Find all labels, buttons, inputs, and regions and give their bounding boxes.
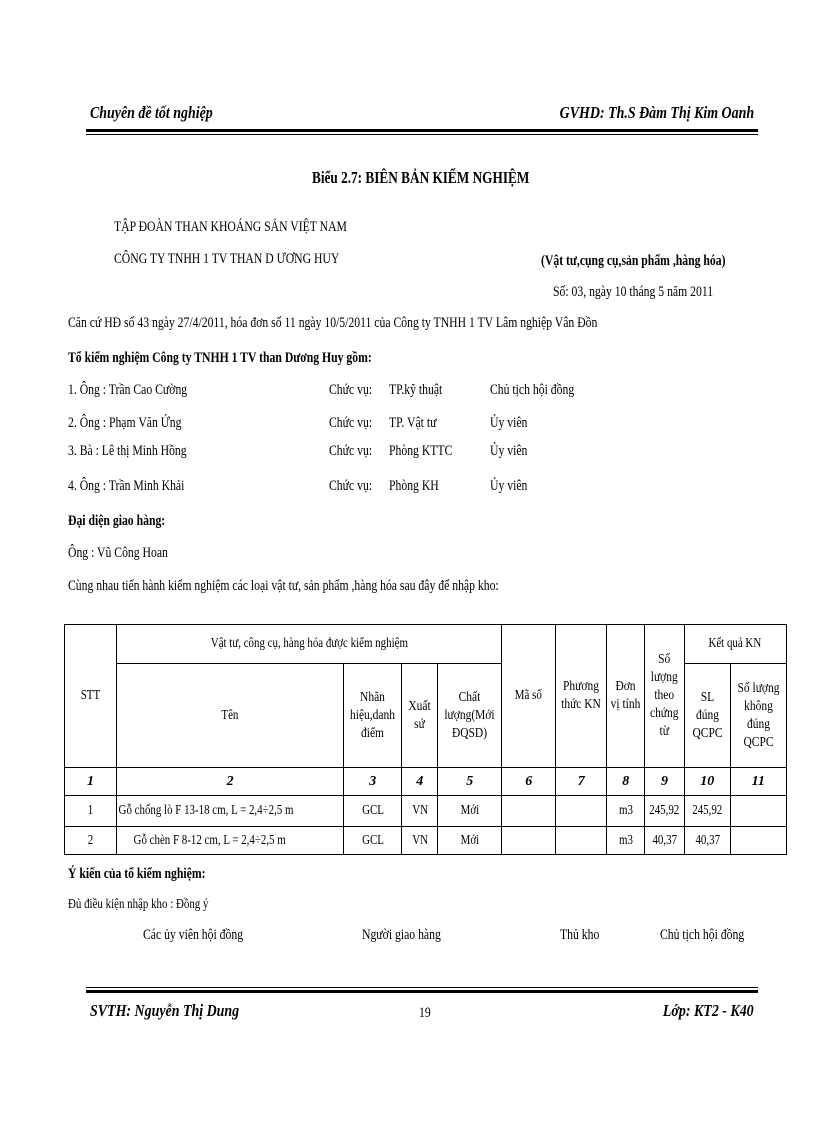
- cell-unit: m3: [607, 827, 645, 855]
- cell-quality: Mới: [438, 796, 502, 827]
- signature-deliverer: Người giao hàng: [362, 927, 441, 943]
- index-cell: 6: [502, 768, 556, 796]
- header-ok-qty: SL đúng QCPC: [684, 664, 730, 768]
- opinion-text: Đủ điều kiện nhập kho : Đồng ý: [68, 897, 209, 912]
- header-method: Phương thức KN: [556, 625, 607, 768]
- cell-ok-qty: 245,92: [684, 796, 730, 827]
- cell-ok-qty: 40,37: [684, 827, 730, 855]
- index-cell: 9: [645, 768, 685, 796]
- index-row: [65, 768, 787, 796]
- cell-not-ok-qty: [730, 827, 786, 855]
- member-label: Chức vụ:: [329, 478, 373, 494]
- header-right: GVHD: Th.S Đàm Thị Kim Oanh: [559, 103, 754, 122]
- header-brand: Nhãn hiệu,danh điểm: [344, 664, 402, 768]
- header-code: Mã số: [502, 625, 556, 768]
- header-left: Chuyên đề tốt nghiệp: [90, 103, 213, 122]
- index-cell: 7: [556, 768, 607, 796]
- delivery-person: Ông : Vũ Công Hoan: [68, 545, 168, 561]
- member-label: Chức vụ:: [329, 415, 373, 431]
- cell-unit: m3: [607, 796, 645, 827]
- header-stt: STT: [65, 625, 117, 768]
- member-role: Ủy viên: [490, 478, 528, 494]
- header-rule-thin: [86, 134, 758, 135]
- index-cell: 11: [730, 768, 786, 796]
- member-position: TP.kỹ thuật: [389, 382, 443, 398]
- member-name: 4. Ông : Trần Minh Khải: [68, 478, 185, 494]
- table-row: [65, 796, 787, 827]
- cell-doc-qty: 40,37: [645, 827, 685, 855]
- doc-number: Số: 03, ngày 10 tháng 5 năm 2011: [553, 284, 714, 300]
- header-not-ok-qty: Số lượng không đúng QCPC: [730, 664, 786, 768]
- cell-method: [556, 827, 607, 855]
- index-cell: 3: [344, 768, 402, 796]
- header-unit: Đơn vị tính: [607, 625, 645, 768]
- cell-origin: VN: [402, 796, 438, 827]
- header-rule-thick: [86, 129, 758, 132]
- basis-text: Căn cứ HĐ số 43 ngày 27/4/2011, hóa đơn số 11 ngày 10/5/2011 của Công ty TNHH 1 TV Lâm nghiệp Vân Đồn: [68, 315, 598, 331]
- member-name: 2. Ông : Phạm Văn Ứng: [68, 415, 182, 431]
- footer-student: SVTH: Nguyễn Thị Dung: [90, 1001, 240, 1020]
- index-cell: 2: [117, 768, 344, 796]
- header-group-items: Vật tư, công cụ, hàng hóa được kiểm nghiệm: [117, 625, 502, 664]
- member-role: Ủy viên: [490, 415, 528, 431]
- org-line2: CÔNG TY TNHH 1 TV THAN D ƯƠNG HUY: [114, 251, 340, 267]
- footer-class: Lớp: KT2 - K40: [663, 1001, 754, 1020]
- member-label: Chức vụ:: [329, 443, 373, 459]
- member-role: Ủy viên: [490, 443, 528, 459]
- member-position: TP. Vật tư: [389, 415, 437, 431]
- delivery-heading: Đại diện giao hàng:: [68, 513, 166, 529]
- member-position: Phòng KTTC: [389, 443, 453, 459]
- opinion-heading: Ý kiến của tổ kiểm nghiệm:: [68, 866, 206, 882]
- index-cell: 10: [684, 768, 730, 796]
- page-number: 19: [419, 1005, 431, 1021]
- cell-stt: 1: [65, 796, 117, 827]
- cell-code: [502, 796, 556, 827]
- cell-not-ok-qty: [730, 796, 786, 827]
- cell-brand: GCL: [344, 827, 402, 855]
- intro-text: Cùng nhau tiến hành kiểm nghiệm các loại vật tư, sản phẩm ,hàng hóa sau đây để nhập kho:: [68, 578, 499, 594]
- table-row: [65, 827, 787, 855]
- cell-brand: GCL: [344, 796, 402, 827]
- signature-chairman: Chủ tịch hội đồng: [660, 927, 745, 943]
- header-origin: Xuất sứ: [402, 664, 438, 768]
- index-cell: 1: [65, 768, 117, 796]
- cell-stt: 2: [65, 827, 117, 855]
- member-name: 3. Bà : Lê thị Minh Hồng: [68, 443, 187, 459]
- member-role: Chủ tịch hội đồng: [490, 382, 575, 398]
- index-cell: 8: [607, 768, 645, 796]
- index-cell: 4: [402, 768, 438, 796]
- header-quality: Chất lượng(Mới ĐQSD): [438, 664, 502, 768]
- page-title: Biểu 2.7: BIÊN BẢN KIỂM NGHIỆM: [312, 168, 530, 187]
- footer-rule-thick: [86, 990, 758, 993]
- index-cell: 5: [438, 768, 502, 796]
- header-name: Tên: [117, 664, 344, 768]
- cell-origin: VN: [402, 827, 438, 855]
- committee-heading: Tổ kiểm nghiệm Công ty TNHH 1 TV than Dương Huy gồm:: [68, 350, 372, 366]
- header-group-result: Kết quả KN: [684, 625, 786, 664]
- doc-type: (Vật tư,cụng cụ,sản phẩm ,hàng hóa): [541, 253, 726, 269]
- member-position: Phòng KH: [389, 478, 439, 494]
- cell-name: Gỗ chống lò F 13-18 cm, L = 2,4÷2,5 m: [117, 796, 344, 827]
- cell-doc-qty: 245,92: [645, 796, 685, 827]
- signature-members: Các ủy viên hội đồng: [143, 927, 244, 943]
- cell-quality: Mới: [438, 827, 502, 855]
- inspection-table: [64, 624, 787, 855]
- footer-rule-thin: [86, 987, 758, 988]
- cell-method: [556, 796, 607, 827]
- cell-code: [502, 827, 556, 855]
- member-label: Chức vụ:: [329, 382, 373, 398]
- org-line1: TẬP ĐOÀN THAN KHOÁNG SẢN VIỆT NAM: [114, 219, 347, 235]
- cell-name: Gỗ chèn F 8-12 cm, L = 2,4÷2,5 m: [117, 827, 344, 855]
- header-doc-qty: Số lượng theo chứng từ: [645, 625, 685, 768]
- member-name: 1. Ông : Trần Cao Cường: [68, 382, 188, 398]
- signature-storekeeper: Thủ kho: [560, 927, 600, 943]
